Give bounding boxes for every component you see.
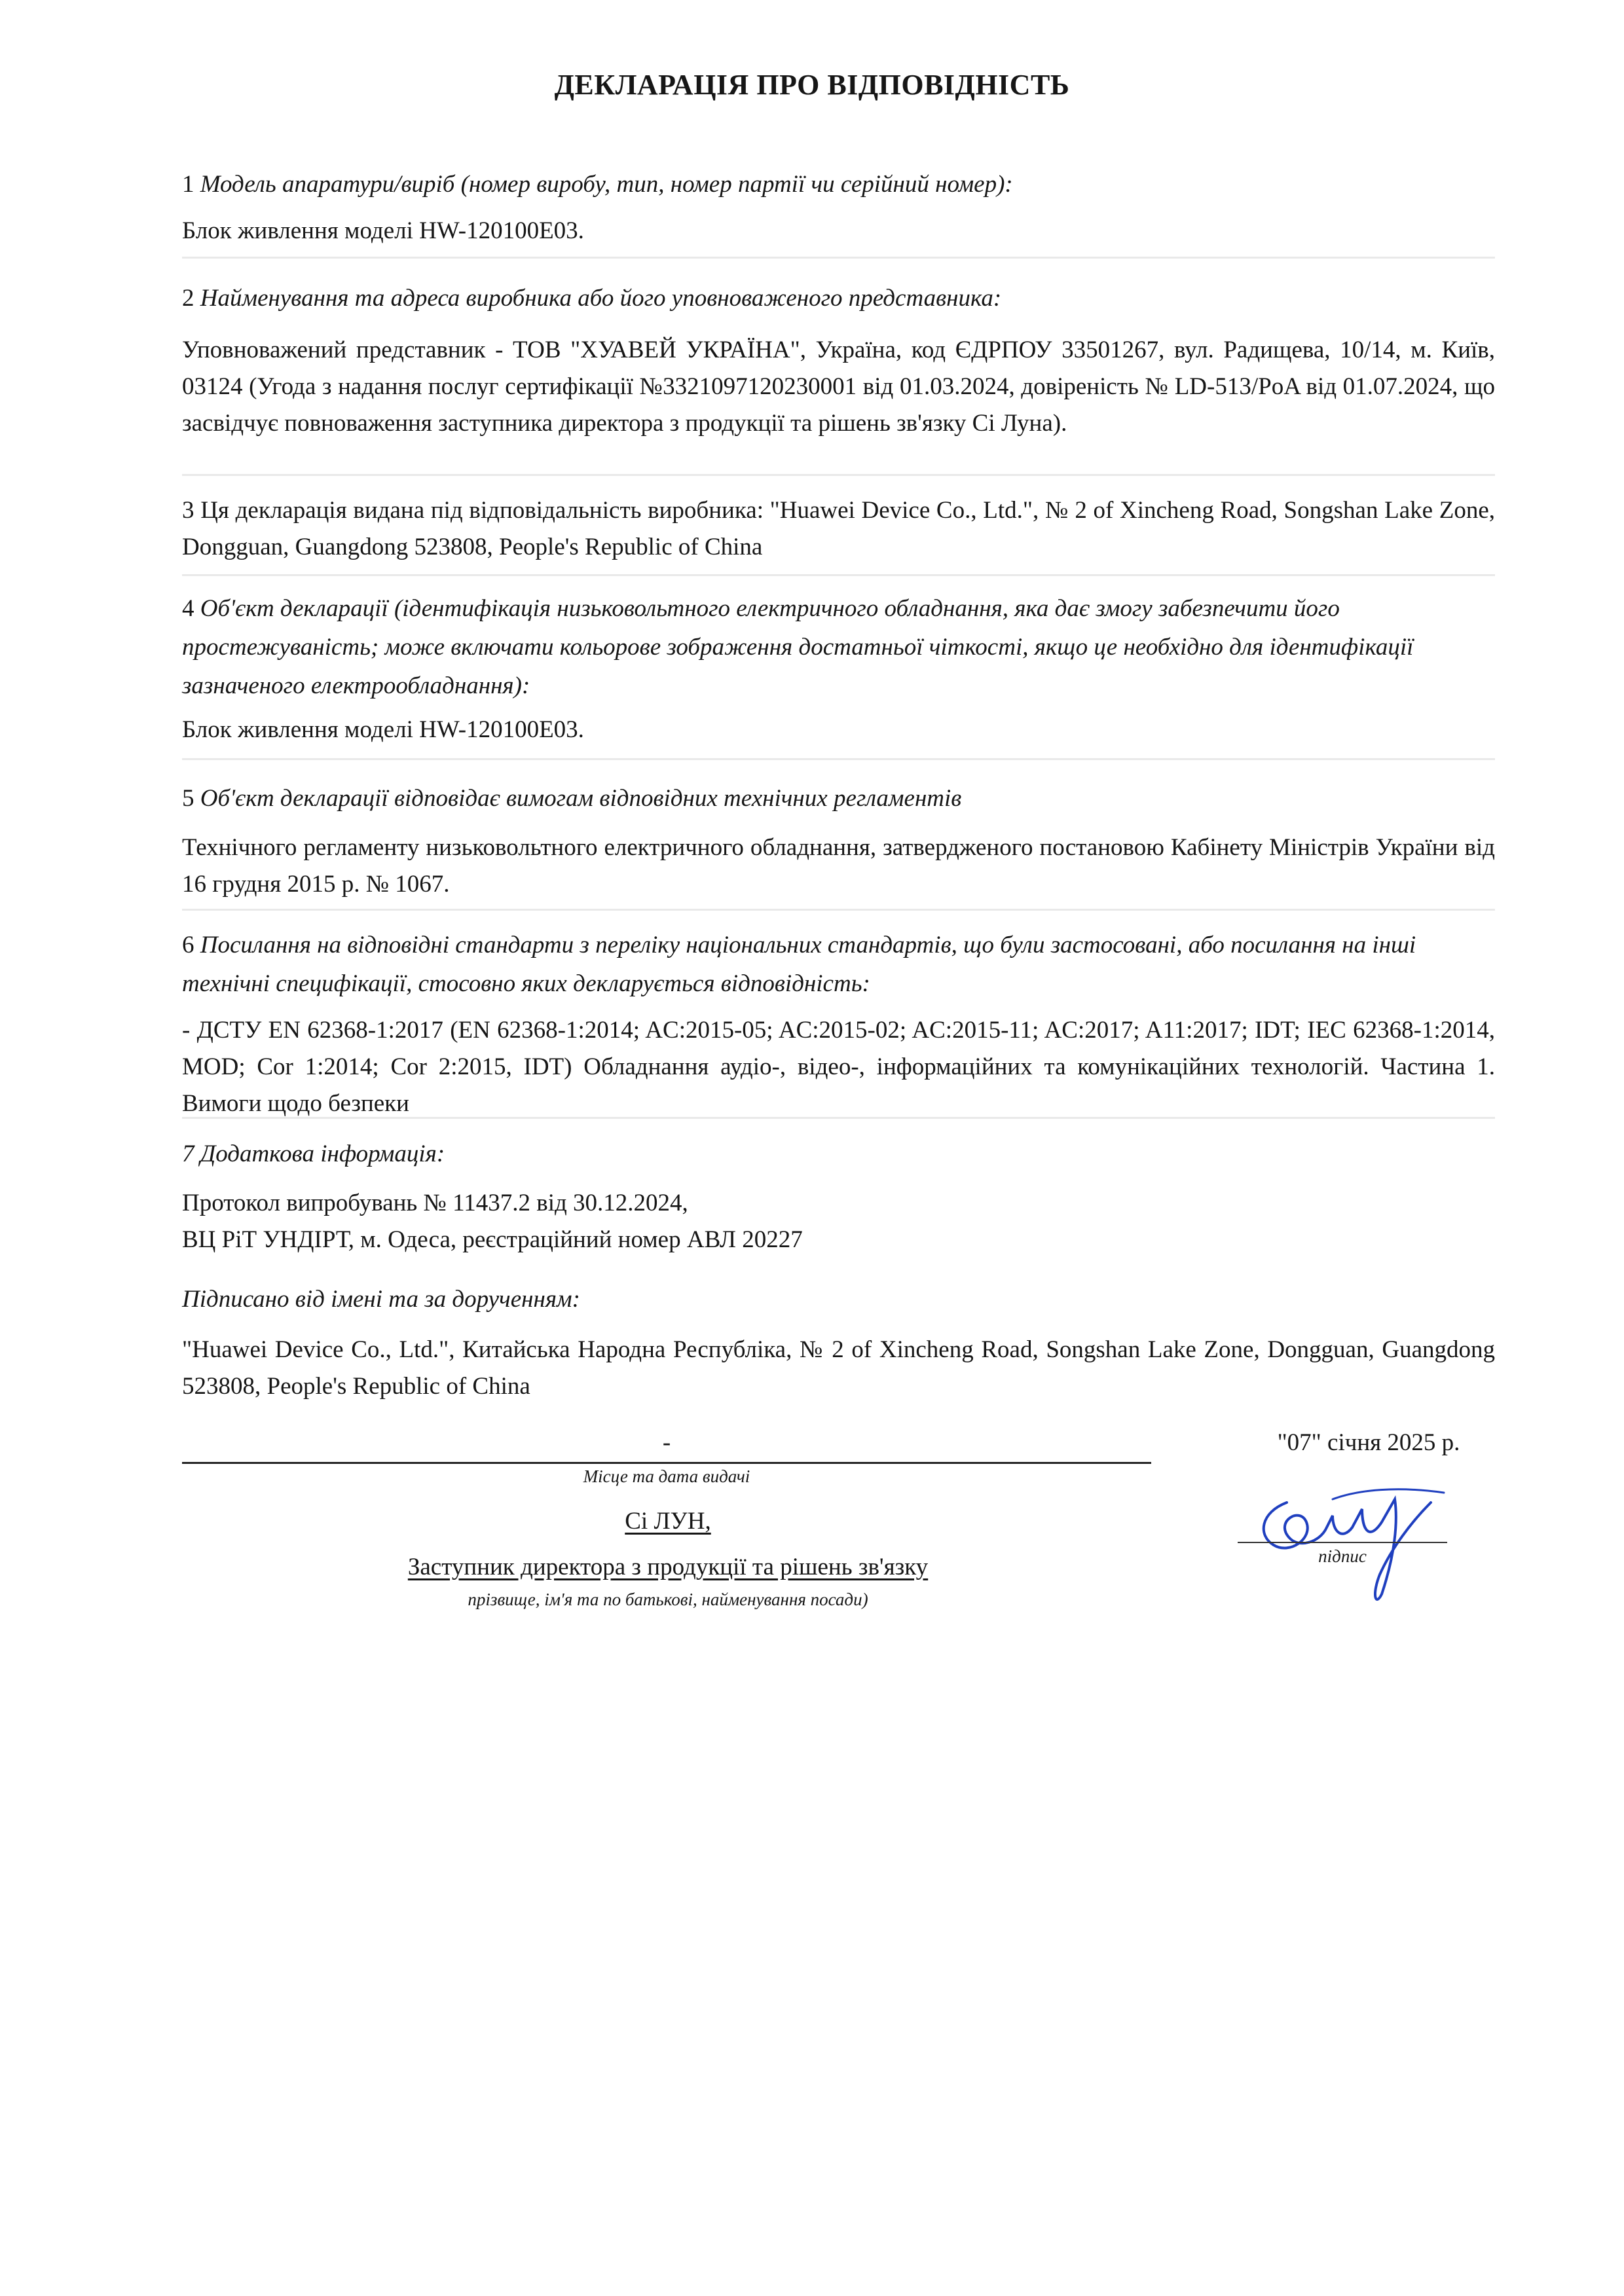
divider bbox=[182, 474, 1495, 476]
section-6 bbox=[182, 926, 1495, 1122]
section-5-body: Технічного регламенту низьковольтного електричного обладнання, затвердженого постановою Кабінету Міністрів України від 16 грудня 2015 р. № 1067. bbox=[182, 834, 1495, 898]
section-3 bbox=[182, 492, 1495, 566]
section-4 bbox=[182, 589, 1495, 748]
divider bbox=[182, 574, 1495, 576]
section-2-heading: 2 Найменування та адреса виробника або його уповноваженого представника: bbox=[182, 285, 1002, 312]
signer-name: Сі ЛУН, bbox=[625, 1508, 711, 1535]
section-7 bbox=[182, 1135, 1495, 1258]
signed-body: "Huawei Device Co., Ltd.", Китайська Народна Республіка, № 2 of Xincheng Road, Songshan Lake Zone, Dongguan, Guangdong 523808, People's Republic of China bbox=[182, 1336, 1495, 1400]
signer-caption: прізвище, ім'я та по батькові, найменування посади) bbox=[468, 1590, 868, 1609]
section-6-heading: 6 Посилання на відповідні стандарти з переліку національних стандартів, що були застосовані, або посилання на інші технічні специфікації, стосовно яких декларується відповідність: bbox=[182, 932, 1416, 997]
divider bbox=[182, 257, 1495, 259]
divider bbox=[182, 909, 1495, 911]
divider bbox=[182, 1117, 1495, 1119]
section-2-body: Уповноважений представник - ТОВ "ХУАВЕЙ УКРАЇНА", Україна, код ЄДРПОУ 33501267, вул. Радищева, 10/14, м. Київ, 03124 (Угода з надання послуг сертифікації №3321097120230001 від 01.03.2024, довіреність № LD-513/PoA від 01.07.2024, що засвідчує повноваження заступника директора з продукції та рішень зв'язку Сі Луна). bbox=[182, 337, 1495, 437]
signer-position: Заступник директора з продукції та рішень зв'язку bbox=[407, 1554, 929, 1580]
section-4-body: Блок живлення моделі HW-120100E03. bbox=[182, 716, 584, 743]
signed-heading: Підписано від імені та за дорученням: bbox=[182, 1286, 580, 1313]
signature-caption: підпис bbox=[1318, 1546, 1367, 1566]
section-3-body: 3 Ця декларація видана під відповідальність виробника: "Huawei Device Co., Ltd.", № 2 of Xincheng Road, Songshan Lake Zone, Dongguan, Guangdong 523808, People's Republic of China bbox=[182, 497, 1496, 560]
divider bbox=[182, 758, 1495, 760]
signature-line bbox=[1238, 1542, 1447, 1543]
issue-date: "07" січня 2025 р. bbox=[1277, 1429, 1460, 1456]
signed-block bbox=[182, 1280, 1495, 1405]
section-4-heading: 4 Об'єкт декларації (ідентифікація низьковольтного електричного обладнання, яка дає змогу забезпечити його простежуваність; може включати кольорове зображення достатньої чіткості, якщо це необхідно для ідентифікації зазначеного електрообладнання): bbox=[182, 595, 1414, 699]
section-1-body: Блок живлення моделі HW-120100E03. bbox=[182, 217, 584, 244]
section-5 bbox=[182, 779, 1495, 903]
section-6-body: - ДСТУ EN 62368-1:2017 (EN 62368-1:2014; AC:2015-05; AC:2015-02; AC:2015-11; AC:2017; A11:2017; IDT; IEC 62368-1:2014, MOD; Cor 1:2014; Cor 2:2015, IDT) Обладнання аудіо-, відео-, інформаційних та комунікаційних технологій. Частина 1. Вимоги щодо безпеки bbox=[182, 1017, 1495, 1117]
place-line bbox=[182, 1462, 1151, 1464]
section-7-heading: 7 Додаткова інформація: bbox=[182, 1140, 445, 1167]
section-2 bbox=[182, 279, 1495, 442]
section-7-body: Протокол випробувань № 11437.2 від 30.12.2024, ВЦ РіТ УНДІРТ, м. Одеса, реєстраційний номер АВЛ 20227 bbox=[182, 1190, 803, 1253]
section-1-heading: 1 Модель апаратури/виріб (номер виробу, тип, номер партії чи серійний номер): bbox=[182, 171, 1013, 198]
section-5-heading: 5 Об'єкт декларації відповідає вимогам відповідних технічних регламентів bbox=[182, 785, 962, 812]
document-title: ДЕКЛАРАЦІЯ ПРО ВІДПОВІДНІСТЬ bbox=[554, 69, 1070, 101]
place-value: - bbox=[662, 1429, 671, 1456]
place-caption: Місце та дата видачі bbox=[583, 1467, 750, 1486]
section-1 bbox=[182, 165, 1495, 249]
